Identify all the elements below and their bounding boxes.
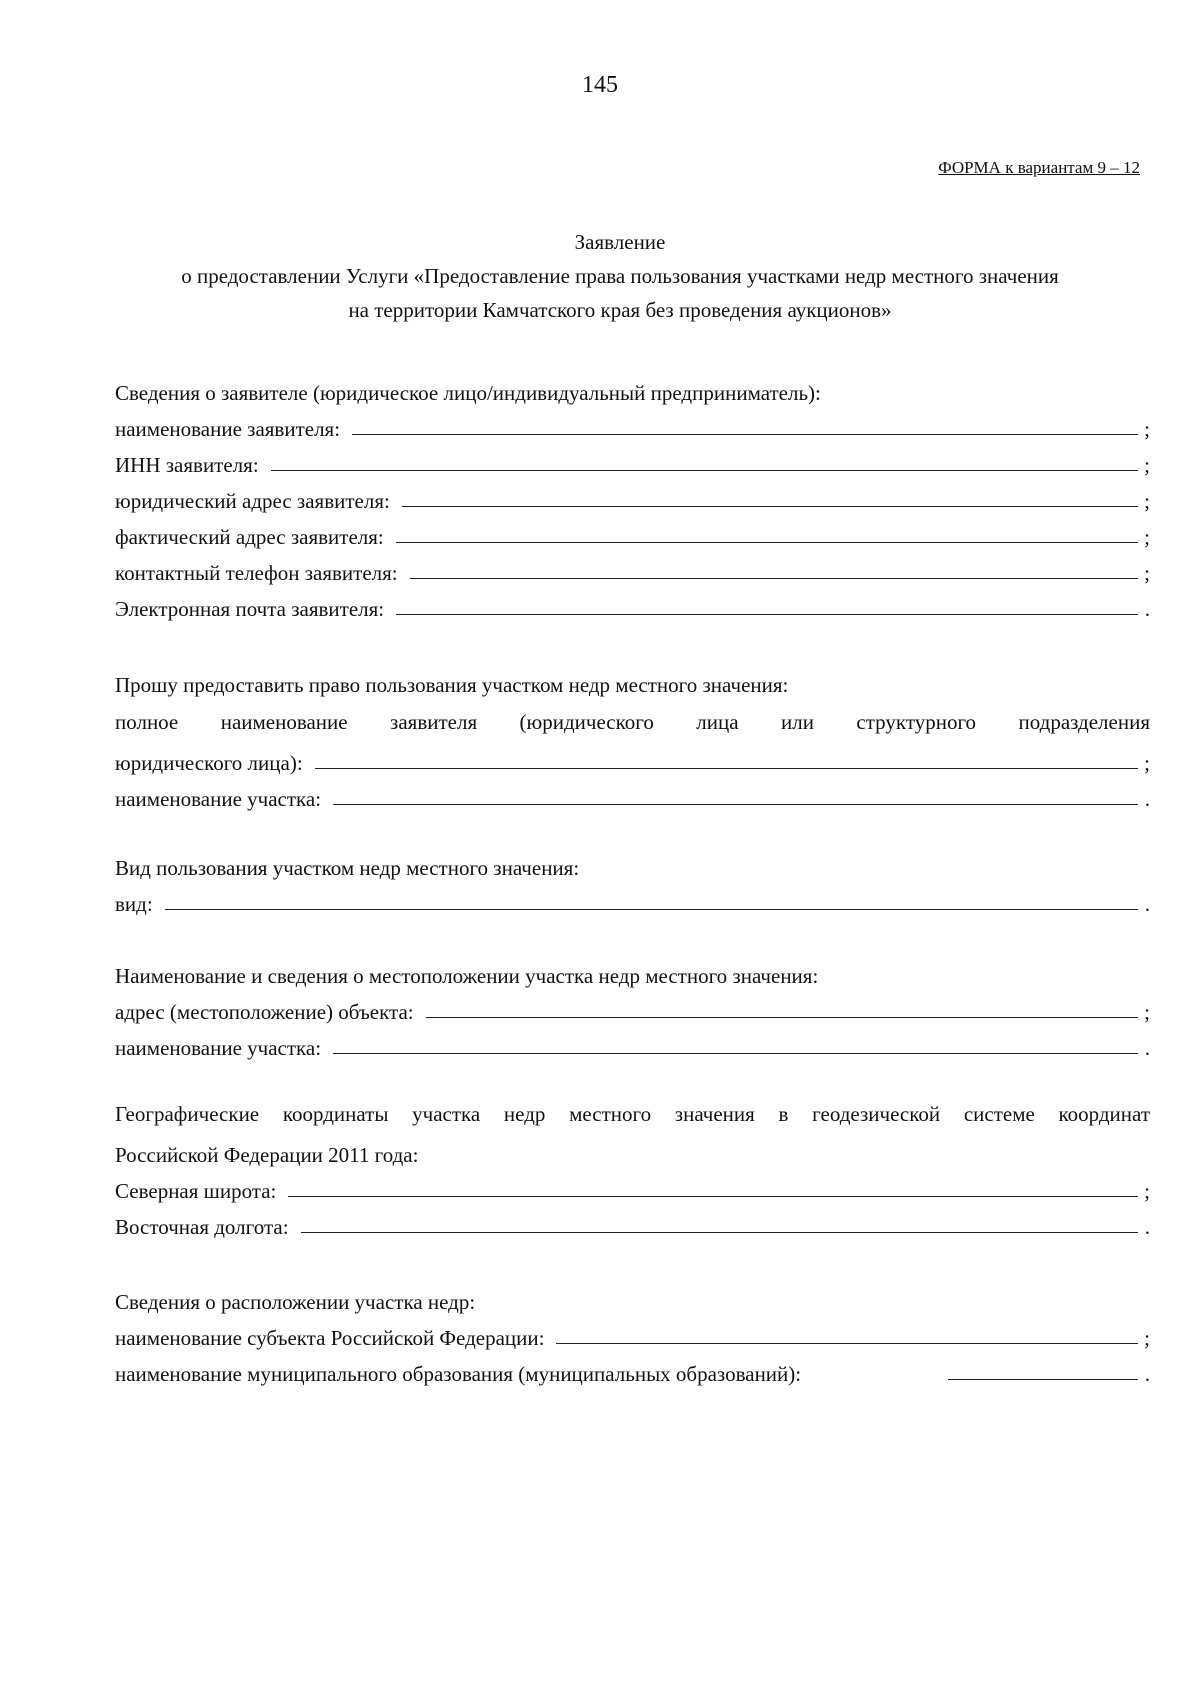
usage-type-section	[115, 845, 1150, 917]
field-site-name-2[interactable]	[115, 1025, 1150, 1061]
field-label: Восточная долгота:	[115, 1215, 289, 1239]
blank-line[interactable]	[288, 1195, 1138, 1197]
site-location-heading: Сведения о расположении участка недр:	[115, 1290, 476, 1314]
field-end: ;	[1144, 453, 1150, 477]
field-label: вид:	[115, 892, 153, 916]
field-municipality[interactable]	[115, 1351, 1150, 1387]
blank-line[interactable]	[165, 908, 1138, 910]
applicant-heading: Сведения о заявителе (юридическое лицо/индивидуальный предприниматель):	[115, 381, 821, 405]
blank-line[interactable]	[315, 767, 1138, 769]
field-end: ;	[1144, 525, 1150, 549]
title-line-3: на территории Камчатского края без проведения аукционов»	[348, 298, 892, 322]
blank-line[interactable]	[426, 1016, 1138, 1018]
field-label: ИНН заявителя:	[115, 453, 259, 477]
applicant-section	[115, 370, 1150, 622]
field-actual-address[interactable]	[115, 514, 1150, 550]
field-label: наименование заявителя:	[115, 417, 341, 441]
field-label: контактный телефон заявителя:	[115, 561, 398, 585]
blank-line[interactable]	[556, 1342, 1138, 1344]
title-line-2: о предоставлении Услуги «Предоставление права пользования участками недр местного значения	[181, 264, 1059, 288]
blank-line[interactable]	[352, 433, 1138, 435]
field-end: ;	[1144, 1179, 1150, 1203]
blank-line[interactable]	[333, 803, 1138, 805]
request-section	[115, 662, 1150, 812]
request-full-name-text: полное наименование заявителя (юридического лица или структурного подразделения	[115, 710, 1150, 734]
field-end: ;	[1144, 1000, 1150, 1024]
field-email[interactable]	[115, 586, 1150, 622]
field-federal-subject[interactable]	[115, 1315, 1150, 1351]
coordinates-section	[115, 1096, 1150, 1240]
field-label: адрес (местоположение) объекта:	[115, 1000, 414, 1024]
field-object-address[interactable]	[115, 989, 1150, 1025]
coordinates-heading: Географические координаты участка недр местного значения в геодезической системе координат	[115, 1102, 1150, 1126]
field-east-longitude[interactable]	[115, 1204, 1150, 1240]
field-label: наименование участка:	[115, 787, 322, 811]
field-applicant-inn[interactable]	[115, 442, 1150, 478]
field-label: фактический адрес заявителя:	[115, 525, 384, 549]
field-end: ;	[1144, 417, 1150, 441]
page-number: 145	[582, 72, 618, 98]
field-site-name[interactable]	[115, 776, 1150, 812]
form-reference: ФОРМА к вариантам 9 – 12	[938, 158, 1140, 177]
location-heading: Наименование и сведения о местоположении участка недр местного значения:	[115, 964, 819, 988]
field-label: наименование муниципального образования (муниципальных образований):	[115, 1362, 802, 1386]
field-legal-address[interactable]	[115, 478, 1150, 514]
blank-line[interactable]	[396, 541, 1138, 543]
field-label: наименование участка:	[115, 1036, 322, 1060]
field-legal-entity[interactable]	[115, 740, 1150, 776]
field-label: Электронная почта заявителя:	[115, 597, 385, 621]
field-label: наименование субъекта Российской Федерации:	[115, 1326, 545, 1350]
field-end: ;	[1144, 489, 1150, 513]
blank-line[interactable]	[396, 613, 1138, 615]
blank-line[interactable]	[410, 577, 1138, 579]
field-end: ;	[1144, 1326, 1150, 1350]
field-end: .	[1144, 892, 1150, 916]
request-heading: Прошу предоставить право пользования участком недр местного значения:	[115, 673, 789, 697]
location-section	[115, 953, 1150, 1061]
field-end: .	[1144, 787, 1150, 811]
field-label: юридический адрес заявителя:	[115, 489, 390, 513]
document-title	[100, 225, 1140, 327]
field-end: ;	[1144, 751, 1150, 775]
field-end: ;	[1144, 561, 1150, 585]
coordinates-heading-line-2: Российской Федерации 2011 года:	[115, 1143, 419, 1167]
field-end: .	[1144, 1036, 1150, 1060]
field-usage-type[interactable]	[115, 881, 1150, 917]
field-north-latitude[interactable]	[115, 1168, 1150, 1204]
blank-line[interactable]	[333, 1052, 1138, 1054]
blank-line[interactable]	[402, 505, 1138, 507]
field-end: .	[1144, 597, 1150, 621]
blank-line[interactable]	[301, 1231, 1138, 1233]
field-label: юридического лица):	[115, 751, 303, 775]
field-applicant-name[interactable]	[115, 406, 1150, 442]
site-location-section	[115, 1279, 1150, 1387]
usage-type-heading: Вид пользования участком недр местного значения:	[115, 856, 580, 880]
blank-line[interactable]	[948, 1378, 1138, 1380]
title-line-1: Заявление	[574, 230, 666, 254]
blank-line[interactable]	[271, 469, 1138, 471]
field-end: .	[1144, 1215, 1150, 1239]
field-contact-phone[interactable]	[115, 550, 1150, 586]
field-end: .	[1144, 1362, 1150, 1386]
field-label: Северная широта:	[115, 1179, 277, 1203]
